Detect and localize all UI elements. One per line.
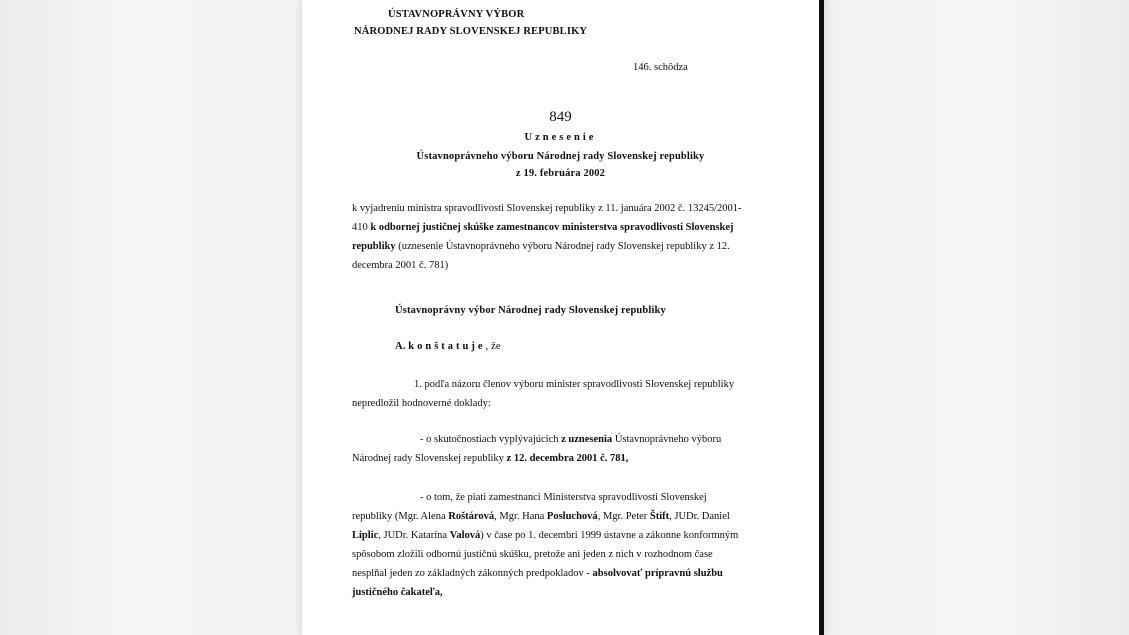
bullet-1 <box>352 430 754 468</box>
point-1-line-1: 1. podľa názoru členov výboru minister spravodlivosti Slovenskej republiky <box>414 379 735 390</box>
section-a-heading: A. konštatuje, že <box>395 341 501 352</box>
bullet-2-line-2: republiky (Mgr. Alena Roštárová, Mgr. Hana Posluchová, Mgr. Peter Štift, JUDr. Daniel <box>352 511 730 522</box>
committee-heading: Ústavnoprávny výbor Národnej rady Slovenskej republiky <box>395 305 666 316</box>
bullet-1-line-1: - o skutočnostiach vyplývajúcich z uznesenia Ústavnoprávneho výboru <box>420 434 722 445</box>
bullet-2-line-3: Liplic, JUDr. Katarína Valová) v čase po 1. decembri 1999 ústavne a zákonne konformným <box>352 530 739 541</box>
header-line-2: NÁRODNEJ RADY SLOVENSKEJ REPUBLIKY <box>354 26 588 37</box>
bullet-2-line-4: spôsobom zložili odbornú justičnú skúšku, pretože ani jeden z nich v rozhodnom čase <box>352 549 713 560</box>
document-page <box>302 0 824 635</box>
point-1-line-2: nepredložil hodnoverné doklady: <box>352 398 491 409</box>
intro-line-1: k vyjadreniu ministra spravodlivosti Slovenskej republiky z 11. januára 2002 č. 13245/2001- <box>352 203 742 214</box>
resolution-committee: Ústavnoprávneho výboru Národnej rady Slovenskej republiky <box>416 151 705 162</box>
bullet-1-line-2: Národnej rady Slovenskej republiky z 12. decembra 2001 č. 781, <box>352 453 629 464</box>
resolution-title: Uznesenie <box>524 132 597 143</box>
intro-paragraph <box>352 199 754 275</box>
bullet-2-line-1: - o tom, že piati zamestnanci Ministerstva spravodlivosti Slovenskej <box>420 492 707 503</box>
session-number: 146. schôdza <box>633 62 688 73</box>
bullet-2-line-5: nesplňal jeden zo základných zákonných predpokladov - absolvovať prípravnú službu <box>352 568 723 579</box>
header-line-1: ÚSTAVNOPRÁVNY VÝBOR <box>388 9 525 20</box>
bullet-2 <box>352 488 754 602</box>
resolution-date: z 19. februára 2002 <box>515 168 606 179</box>
bullet-2-line-6: justičného čakateľa, <box>352 587 443 598</box>
point-1 <box>352 375 754 413</box>
document-number: 849 <box>549 109 572 125</box>
intro-line-4: decembra 2001 č. 781) <box>352 260 449 271</box>
intro-line-3: republiky (uznesenie Ústavnoprávneho výboru Národnej rady Slovenskej republiky z 12. <box>352 241 730 252</box>
intro-line-2: 410 k odbornej justičnej skúške zamestnancov ministerstva spravodlivosti Slovenskej <box>352 222 734 233</box>
